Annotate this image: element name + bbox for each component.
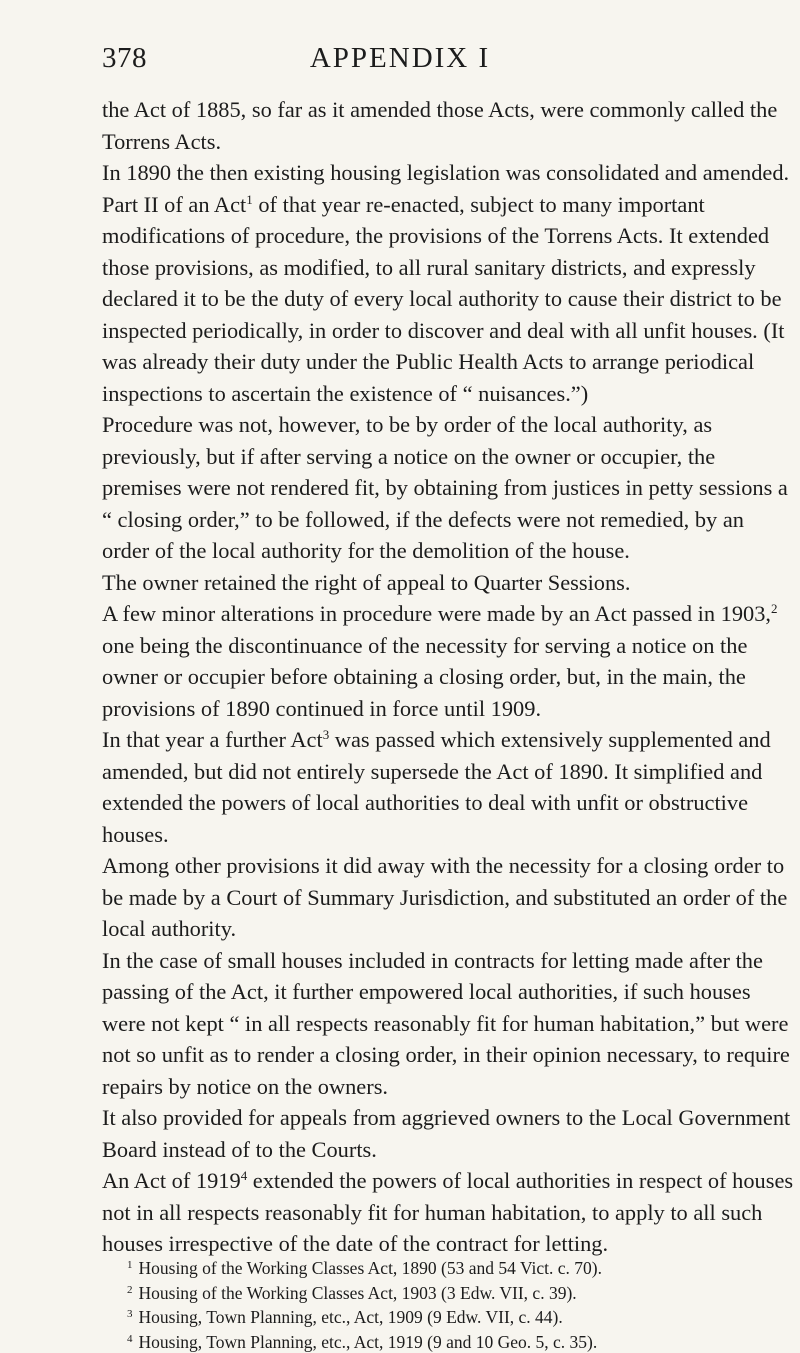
paragraph: Among other provisions it did away with the necessity for a closing order to be made by a Court of Summary Jurisdiction, and substituted an order of the local authority. — [102, 850, 796, 945]
footnote: $^1$ Housing of the Working Classes Act, 1890 (53 and 54 Vict. c. 70). — [127, 1255, 787, 1280]
footnote: $^2$ Housing of the Working Classes Act, 1903 (3 Edw. VII, c. 39). — [127, 1280, 787, 1305]
body-text — [102, 94, 796, 1260]
paragraph: An Act of 1919$^4$ extended the powers of local authorities in respect of houses not in all respects reasonably fit for human habitation, to apply to all such houses irrespective of the date of the contract for letting. — [102, 1165, 796, 1260]
footnote-ref: 3 — [323, 727, 330, 742]
paragraph: In 1890 the then existing housing legislation was consolidated and amended. Part II of an Act$^1$ of that year re-enacted, subject to many important modifications of procedure, the provisions of the Torrens Acts. It extended those provisions, as modified, to all rural sanitary districts, and expressly declared it to be the duty of every local authority to cause their district to be inspected periodically, in order to discover and deal with all unfit houses. (It was already their duty under the Public Health Acts to arrange periodical inspections to ascertain the existence of “ nuisances.”) — [102, 157, 796, 409]
page-number: 378 — [102, 42, 147, 75]
footnote-ref: 2 — [771, 601, 778, 616]
paragraph: In that year a further Act$^3$ was passed which extensively supplemented and amended, but did not entirely supersede the Act of 1890. It simplified and extended the powers of local authorities to deal with unfit or obstructive houses. — [102, 724, 796, 850]
running-head: APPENDIX I — [0, 42, 800, 75]
footnote: $^4$ Housing, Town Planning, etc., Act, 1919 (9 and 10 Geo. 5, c. 35). — [127, 1329, 787, 1353]
paragraph: The owner retained the right of appeal to Quarter Sessions. — [102, 567, 796, 599]
footnotes — [127, 1255, 787, 1353]
footnote-ref: 4 — [241, 1168, 248, 1183]
paragraph: Procedure was not, however, to be by order of the local authority, as previously, but if after serving a notice on the owner or occupier, the premises were not rendered fit, by obtaining from justices in petty sessions a “ closing order,” to be followed, if the defects were not remedied, by an order of the local authority for the demolition of the house. — [102, 409, 796, 567]
paragraph: A few minor alterations in procedure were made by an Act passed in 1903,$^2$ one being the discontinuance of the necessity for serving a notice on the owner or occupier before obtaining a closing order, but, in the main, the provisions of 1890 continued in force until 1909. — [102, 598, 796, 724]
paragraph: the Act of 1885, so far as it amended those Acts, were commonly called the Torrens Acts. — [102, 94, 796, 157]
footnote: $^3$ Housing, Town Planning, etc., Act, 1909 (9 Edw. VII, c. 44). — [127, 1304, 787, 1329]
page-header — [0, 42, 800, 82]
paragraph: In the case of small houses included in contracts for letting made after the passing of the Act, it further empowered local authorities, if such houses were not kept “ in all respects reasonably fit for human habitation,” but were not so unfit as to render a closing order, in their opinion necessary, to require repairs by notice on the owners. — [102, 945, 796, 1103]
paragraph: It also provided for appeals from aggrieved owners to the Local Government Board instead of to the Courts. — [102, 1102, 796, 1165]
footnote-ref: 1 — [246, 192, 253, 207]
